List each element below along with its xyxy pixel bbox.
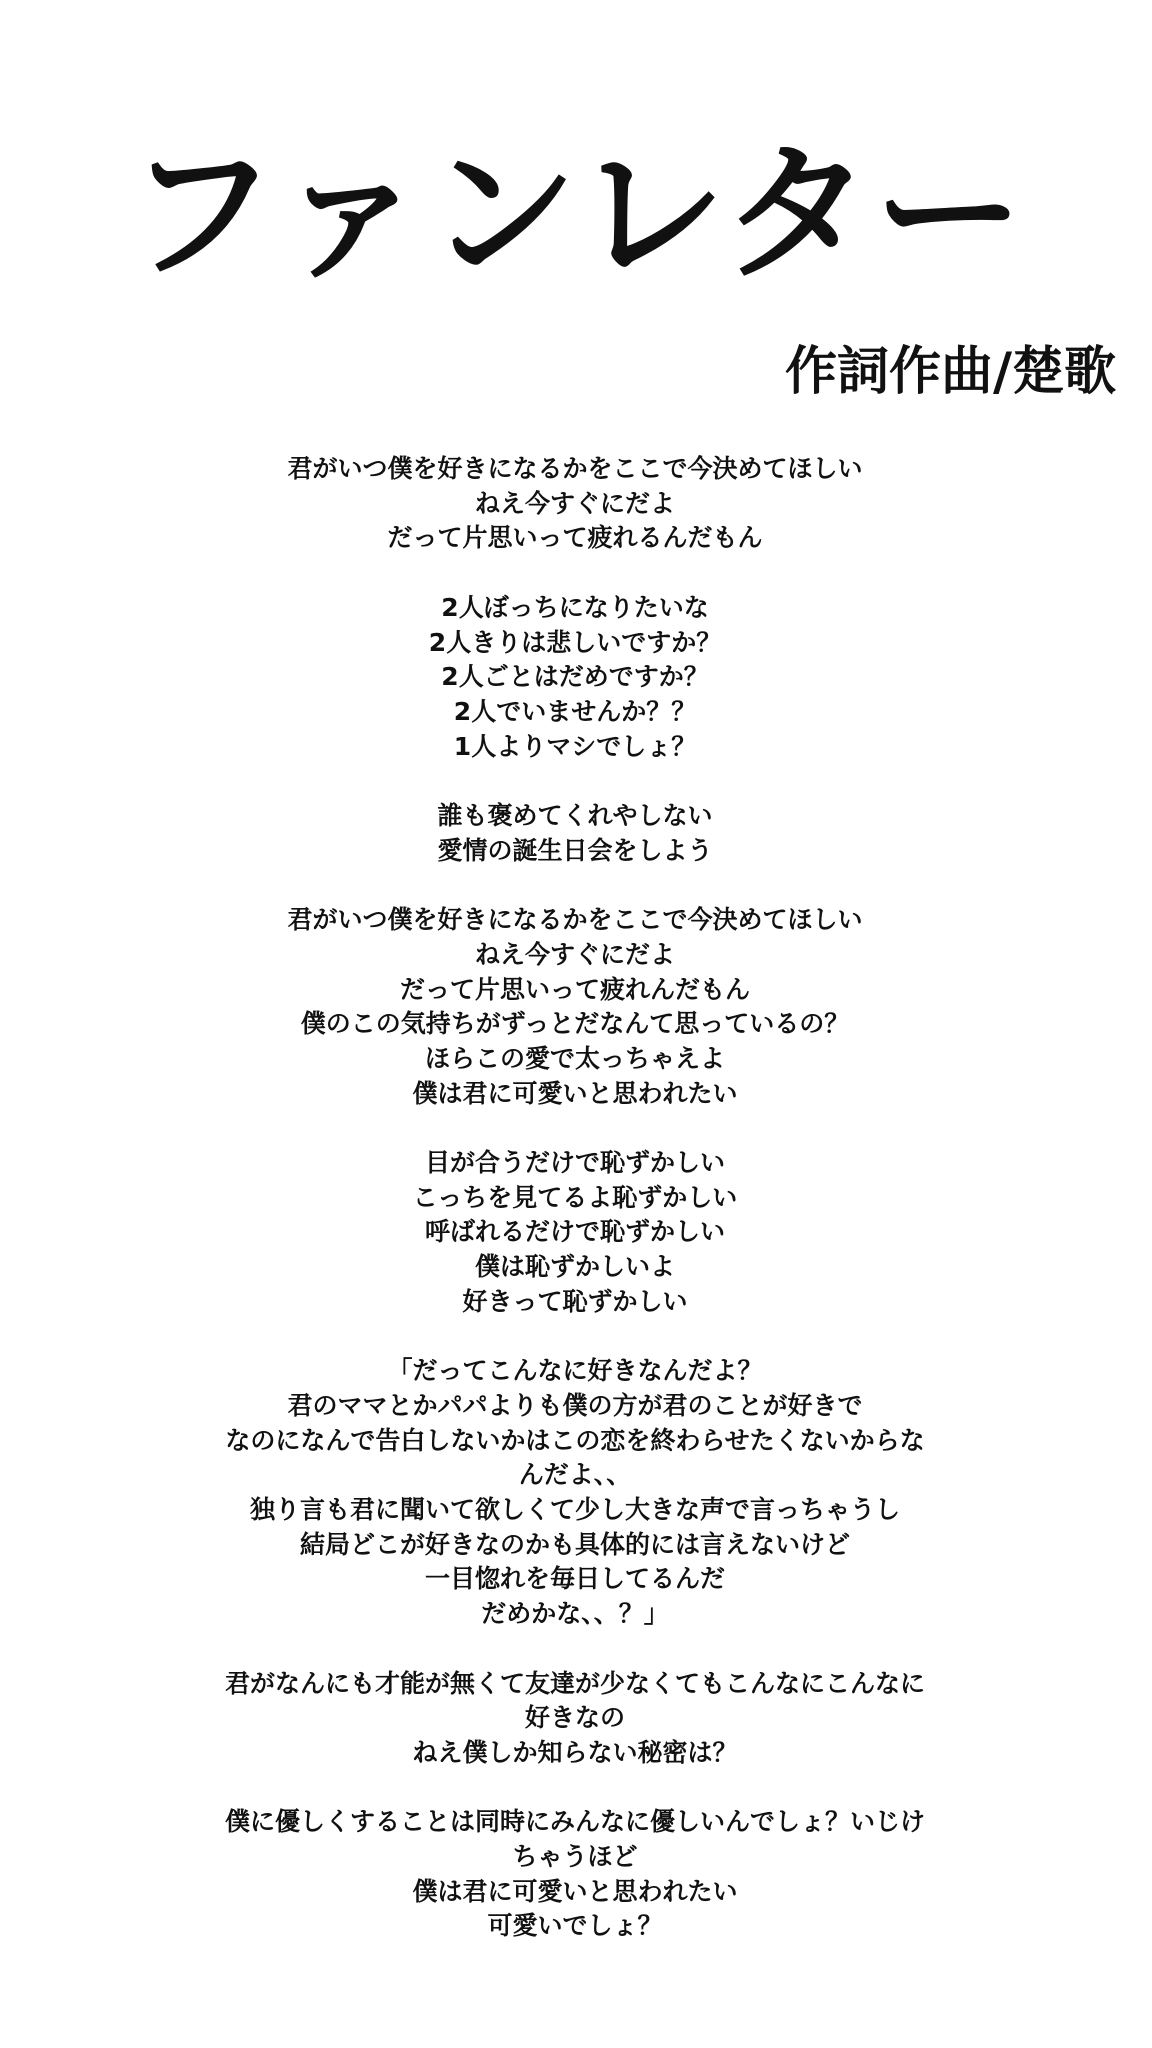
lyrics-stanza-2 [190,591,960,765]
lyric-line: 1人よりマシでしょ？ [453,731,697,761]
lyric-line: だめかな、、？」 [481,1599,669,1629]
lyric-line: ちゃうほど [512,1842,638,1872]
lyric-line: 君がいつ僕を好きになるかをここで今決めてほしい [287,454,863,483]
lyric-line: なのになんで告白しないかはこの恋を終わらせたくないからな [225,1425,925,1455]
lyric-line: 結局どこが好きなのかも具体的には言えないけど [299,1529,850,1559]
lyric-line: 僕のこの気持ちがずっとだなんて思っているの？ [300,1009,850,1039]
lyric-line: 可愛いでしょ？ [487,1911,663,1941]
lyric-line: 一目惚れを毎日してるんだ [424,1564,725,1594]
lyric-line: 僕は恥ずかしいよ [474,1252,675,1282]
lyrics-body [190,452,960,1979]
lyric-line: 2人でいませんか？？ [453,696,697,726]
lyric-line: 2人ごとはだめですか？ [441,662,709,692]
lyric-line: 誰も褒めてくれやしない [437,801,713,830]
lyric-line: だって片思いって疲れんだもん [399,974,750,1004]
lyric-line: 愛情の誕生日会をしよう [437,835,713,865]
lyrics-stanza-4 [190,903,960,1111]
lyric-line: 君がなんにも才能が無くて友達が少なくてもこんなにこんなに [224,1668,925,1698]
lyrics-stanza-5 [190,1146,960,1320]
lyric-line: 僕に優しくすることは同時にみんなに優しいんでしょ？いじけ [224,1807,925,1837]
lyric-line: ほらこの愛で太っちゃえよ [424,1043,725,1073]
lyrics-stanza-6 [190,1354,960,1632]
lyrics-stanza-3 [190,799,960,868]
lyric-line: だって片思いって疲れるんだもん [387,523,763,553]
lyric-line: 呼ばれるだけで恥ずかしい [424,1217,725,1247]
lyric-line: 君のママとかパパよりも僕の方が君のことが好きで [287,1390,863,1420]
lyric-line: 好きなの [524,1703,625,1733]
lyric-line: んだよ、、 [518,1460,632,1490]
lyric-line: 好きって恥ずかしい [462,1286,688,1316]
lyric-line: ねえ今すぐにだよ [474,939,675,969]
lyric-line: 君がいつ僕を好きになるかをここで今決めてほしい [287,905,863,935]
lyric-line: 「だってこんなに好きなんだよ？ [387,1356,763,1386]
lyric-line: 僕は君に可愛いと思われたい [412,1078,738,1108]
lyric-line: 独り言も君に聞いて欲しくて少し大きな声で言っちゃうし [249,1495,900,1525]
song-title: ファンレター [126,128,1026,302]
lyrics-stanza-8 [190,1805,960,1944]
lyrics-stanza-1 [190,452,960,556]
lyrics-stanza-7 [190,1667,960,1771]
songwriter-credit: 作詞作曲/楚歌 [785,342,1116,402]
lyric-line: ねえ僕しか知らない秘密は？ [412,1737,738,1767]
lyric-line: 2人ぼっちになりたいな [441,592,709,622]
lyric-line: 目が合うだけで恥ずかしい [424,1148,725,1177]
lyric-line: 僕は君に可愛いと思われたい [412,1876,738,1906]
lyric-line: 2人きりは悲しいですか？ [428,627,722,657]
lyric-line: ねえ今すぐにだよ [474,488,675,518]
lyric-line: こっちを見てるよ恥ずかしい [412,1182,738,1212]
